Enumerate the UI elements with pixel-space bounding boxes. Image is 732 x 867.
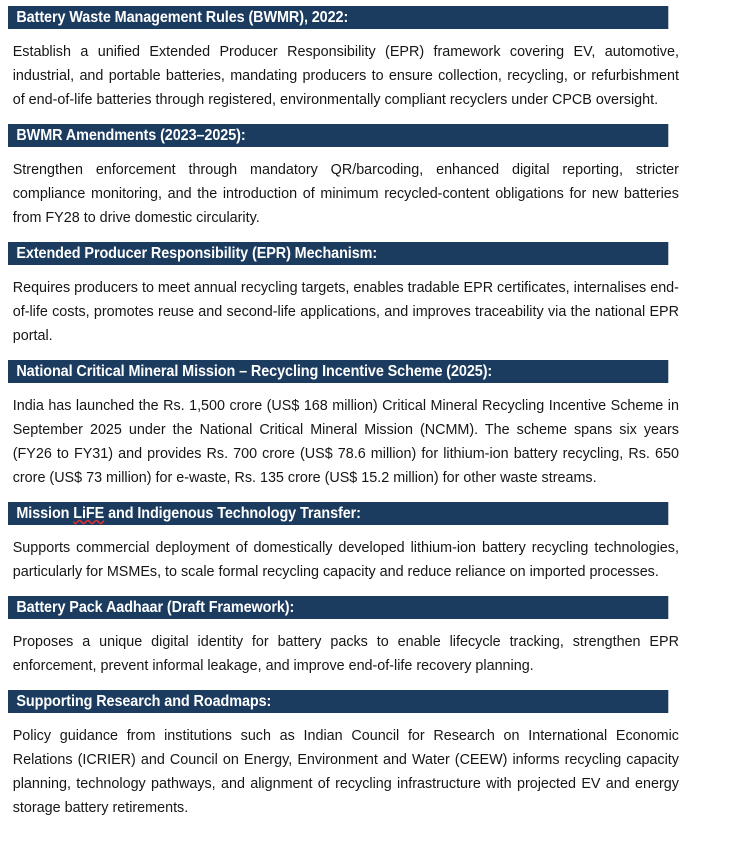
section-bwmr-2022 — [8, 6, 718, 124]
section-heading — [8, 596, 668, 619]
section-heading — [8, 242, 668, 265]
section-heading — [8, 6, 668, 29]
section-heading-text: National Critical Mineral Mission – Recycling Incentive Scheme (2025): — [16, 363, 493, 380]
section-heading-text: Extended Producer Responsibility (EPR) Mechanism: — [16, 245, 378, 262]
section-ncmm-recycling-incentive — [8, 360, 718, 502]
section-heading-text: Battery Pack Aadhaar (Draft Framework): — [16, 599, 295, 616]
section-body: Establish a unified Extended Producer Responsibility (EPR) framework covering EV, automotive, industrial, and portable batteries, mandating producers to ensure collection, recycling, or refurbishment of end-of-life batteries through registered, environmentally compliant recyclers under CPCB oversight. — [12, 43, 679, 108]
section-body: Proposes a unique digital identity for battery packs to enable lifecycle tracking, strengthen EPR enforcement, prevent informal leakage, and improve end-of-life recovery planning. — [12, 633, 679, 674]
section-heading-text: Battery Waste Management Rules (BWMR), 2022: — [16, 9, 349, 26]
section-mission-life — [8, 502, 718, 596]
heading-prefix: Mission — [16, 505, 74, 522]
section-body: Requires producers to meet annual recycling targets, enables tradable EPR certificates, internalises end-of-life costs, promotes reuse and second-life applications, and improves traceability via the national EPR portal. — [12, 279, 679, 344]
section-battery-pack-aadhaar — [8, 596, 718, 690]
section-heading — [8, 360, 668, 383]
section-body: India has launched the Rs. 1,500 crore (US$ 168 million) Critical Mineral Recycling Incentive Scheme in September 2025 under the National Critical Mineral Mission (NCMM). The scheme spans six years (FY26 to FY31) and provides Rs. 700 crore (US$ 78.6 million) for lithium-ion battery recycling, Rs. 650 crore (US$ 73 million) for e-waste, Rs. 135 crore (US$ 15.2 million) for other waste streams. — [12, 397, 679, 486]
section-heading-text — [16, 502, 360, 525]
section-epr-mechanism — [8, 242, 718, 360]
section-heading-text: BWMR Amendments (2023–2025): — [16, 127, 246, 144]
section-body: Policy guidance from institutions such as Indian Council for Research on International Economic Relations (ICRIER) and Council on Energy, Environment and Water (CEEW) informs recycling capacity planning, technology pathways, and alignment of recycling infrastructure with projected EV and energy storage battery retirements. — [12, 727, 679, 816]
section-heading-text: Supporting Research and Roadmaps: — [16, 693, 272, 710]
section-heading — [8, 690, 668, 713]
section-heading — [8, 124, 668, 147]
section-body: Supports commercial deployment of domestically developed lithium-ion battery recycling technologies, particularly for MSMEs, to scale formal recycling capacity and reduce reliance on imported processes. — [12, 539, 679, 580]
section-body: Strengthen enforcement through mandatory QR/barcoding, enhanced digital reporting, stricter compliance monitoring, and the introduction of minimum recycled-content obligations for new batteries from FY28 to drive domestic circularity. — [12, 161, 679, 226]
heading-suffix: and Indigenous Technology Transfer: — [104, 505, 361, 522]
section-bwmr-amendments — [8, 124, 718, 242]
section-supporting-research — [8, 690, 718, 820]
section-heading — [8, 502, 668, 525]
spellcheck-flagged-word: LiFE — [73, 505, 105, 522]
